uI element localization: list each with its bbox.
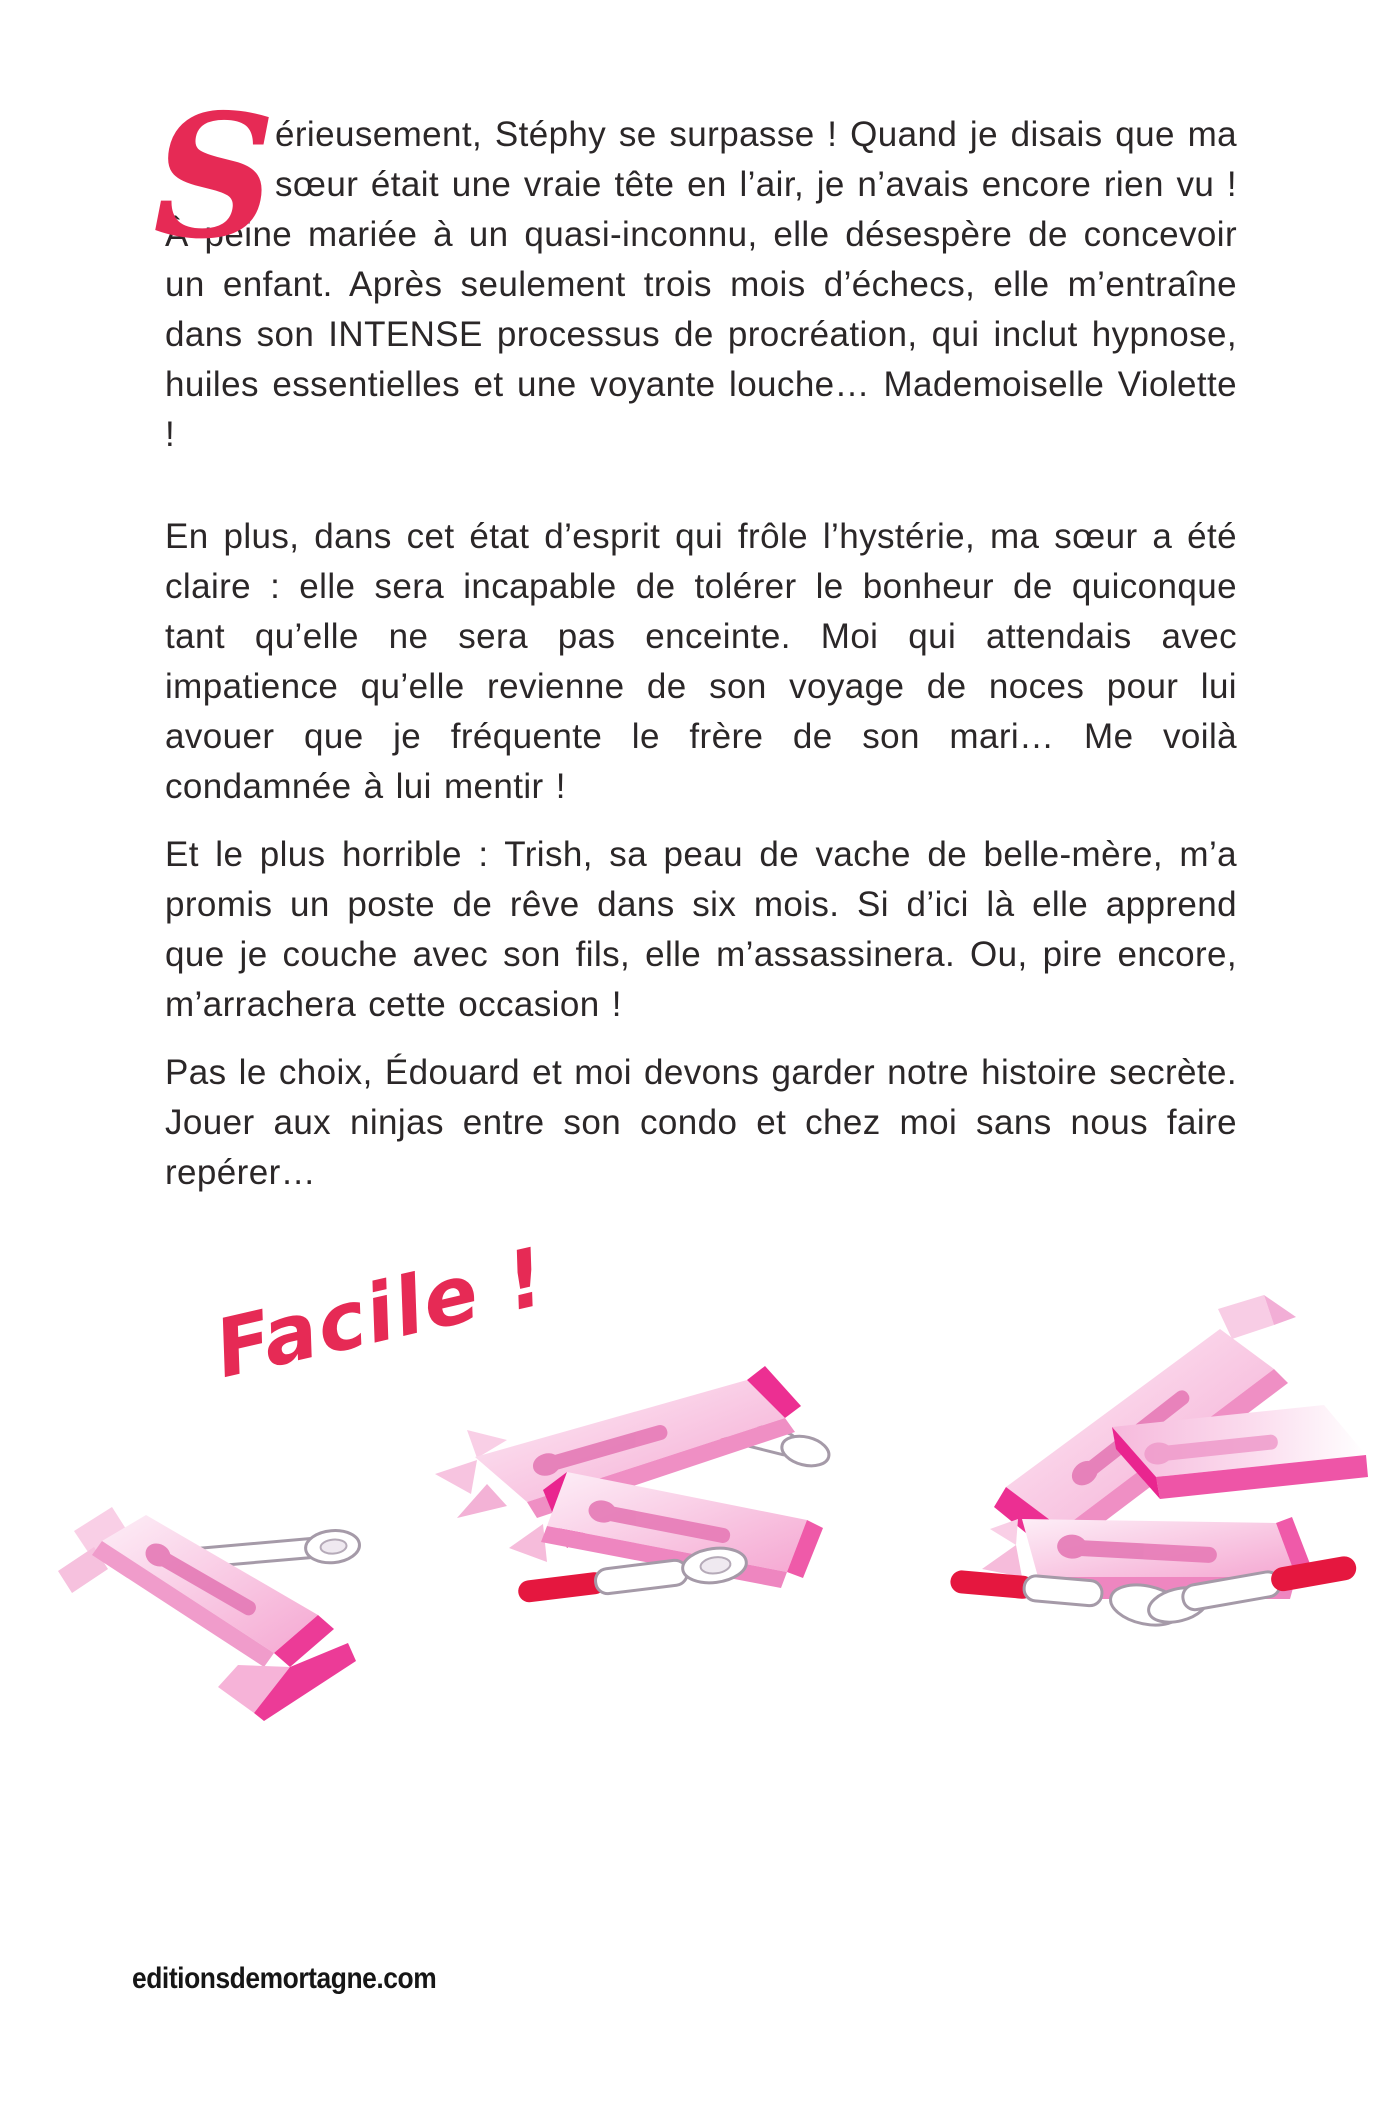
- paragraph-2: [165, 512, 1237, 812]
- paragraph-1: [153, 77, 1237, 460]
- paragraph-1-text: érieusement, Stéphy se surpasse ! Quand je disais que ma sœur était une vraie tête en l’air, je n’avais encore rien vu ! À peine mariée à un quasi-inconnu, elle désespère de concevoir un enfant. Après seulement trois mois d’échecs, elle m’entraîne dans son INTENSE processus de procréation, qui inclut hypnose, huiles essentielles et une voyante louche… Mademoiselle Violette !: [165, 115, 1237, 454]
- handwritten-facile-note: Facile !: [206, 1229, 556, 1397]
- paragraph-4: [165, 1048, 1237, 1198]
- two-pregnancy-test-boxes-with-red-tipped-tests-icon: [415, 1322, 845, 1622]
- paragraph-2-text: En plus, dans cet état d’esprit qui frôle l’hystérie, ma sœur a été claire : elle sera incapable de tolérer le bonheur de quiconque tant qu’elle ne sera pas enceinte. Moi qui attendais avec impatience qu’elle revienne de son voyage de noces pour lui avouer que je fréquente le frère de son mari… Me voilà condamnée à lui mentir !: [165, 517, 1237, 806]
- opened-pregnancy-test-box-with-white-test-icon: [50, 1485, 370, 1725]
- drop-cap-letter: S: [153, 77, 277, 277]
- paragraph-4-text: Pas le choix, Édouard et moi devons garder notre histoire secrète. Jouer aux ninjas entre son condo et chez moi sans nous faire repérer…: [165, 1053, 1237, 1192]
- paragraph-3: [165, 830, 1237, 1030]
- drop-cap: [153, 77, 277, 277]
- publisher-website: editionsdemortagne.com: [132, 1962, 437, 1995]
- three-pregnancy-test-boxes-with-two-crossed-tests-icon: [920, 1275, 1370, 1635]
- paragraph-3-text: Et le plus horrible : Trish, sa peau de vache de belle-mère, m’a promis un poste de rêve dans six mois. Si d’ici là elle apprend que je couche avec son fils, elle m’assassinera. Ou, pire encore, m’arrachera cette occasion !: [165, 835, 1237, 1024]
